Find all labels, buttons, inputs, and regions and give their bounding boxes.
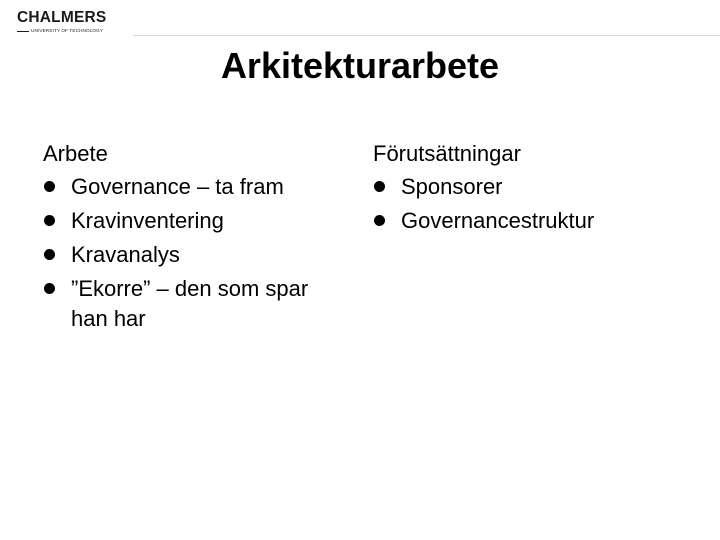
right-column — [373, 138, 693, 238]
list-item — [373, 170, 693, 204]
logo-divider — [17, 31, 29, 32]
list-item — [43, 170, 348, 204]
list-item — [43, 204, 348, 238]
list-item — [373, 204, 693, 238]
list-item-text: Governancestruktur — [401, 208, 595, 233]
left-bullet-list — [43, 170, 348, 334]
bullet-icon — [374, 181, 385, 192]
list-item-text: Sponsorer — [401, 174, 503, 199]
left-column-heading: Arbete — [43, 141, 108, 166]
list-item-text: Kravinventering — [71, 208, 224, 233]
bullet-icon — [44, 215, 55, 226]
logo-subtitle: UNIVERSITY OF TECHNOLOGY — [31, 28, 104, 33]
logo-name: CHALMERS — [17, 9, 107, 26]
slide-title: Arkitekturarbete — [220, 45, 500, 86]
left-column — [43, 138, 348, 334]
bullet-icon — [374, 215, 385, 226]
right-bullet-list — [373, 170, 693, 238]
header-divider — [133, 35, 720, 36]
list-item-text: Kravanalys — [71, 242, 180, 267]
list-item — [43, 238, 348, 272]
list-item-text: ”Ekorre” – den som spar han har — [71, 276, 309, 331]
list-item — [43, 272, 348, 334]
bullet-icon — [44, 249, 55, 260]
bullet-icon — [44, 181, 55, 192]
right-column-heading: Förutsättningar — [373, 141, 521, 166]
list-item-text: Governance – ta fram — [71, 174, 284, 199]
chalmers-logo — [17, 9, 127, 35]
bullet-icon — [44, 283, 55, 294]
